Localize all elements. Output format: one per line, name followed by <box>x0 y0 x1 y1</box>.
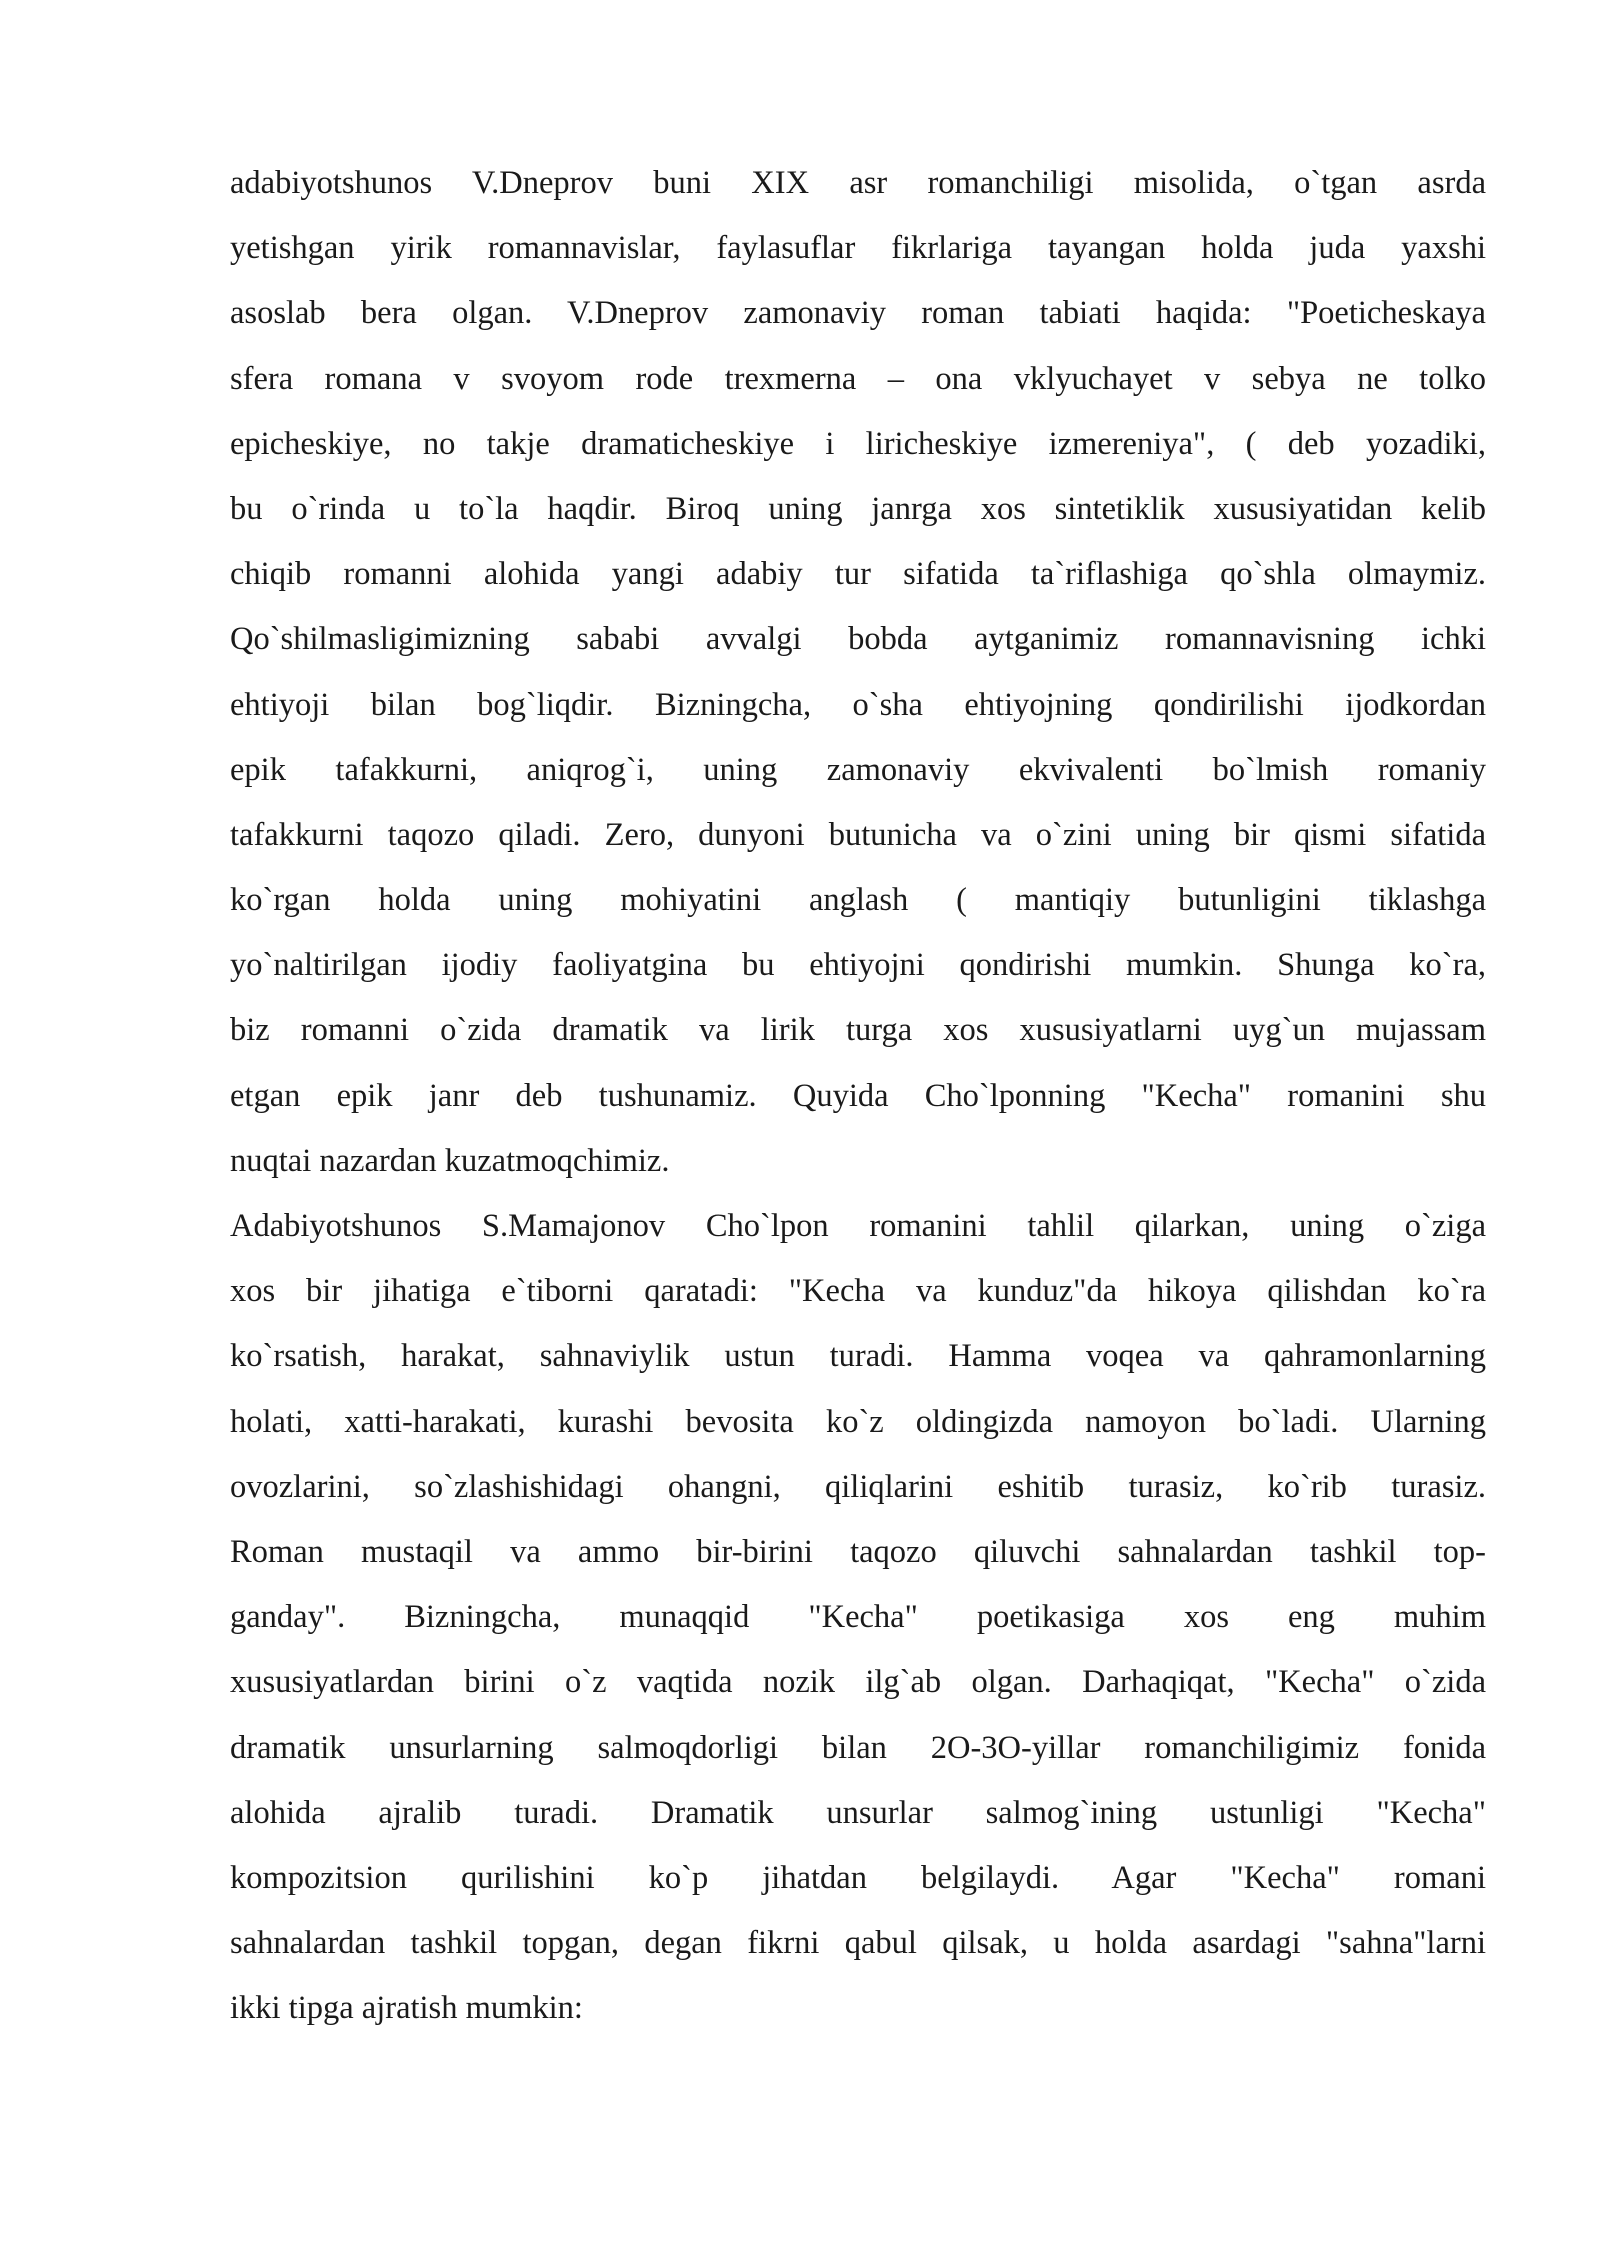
body-text <box>230 151 1486 2041</box>
text-line: dramatik unsurlarning salmoqdorligi bilan 2O-3O-yillar romanchiligimiz fonida <box>230 1729 1486 1766</box>
text-line: sahnalardan tashkil topgan, degan fikrni qabul qilsak, u holda asardagi "sahna"larni <box>230 1925 1486 1962</box>
text-line: sfera romana v svoyom rode trexmerna – ona vklyuchayet v sebya ne tolko <box>230 360 1486 397</box>
text-line: xos bir jihatiga e`tiborni qaratadi: "Kecha va kunduz"da hikoya qilishdan ko`ra <box>230 1273 1486 1310</box>
text-line: adabiyotshunos V.Dneprov buni XIX asr romanchiligi misolida, o`tgan asrda <box>230 165 1486 201</box>
text-line: yetishgan yirik romannavislar, faylasuflar fikrlariga tayangan holda juda yaxshi <box>230 230 1486 267</box>
text-line: kompozitsion qurilishini ko`p jihatdan belgilaydi. Agar "Kecha" romani <box>230 1859 1486 1896</box>
text-line: yo`naltirilgan ijodiy faoliyatgina bu ehtiyojni qondirishi mumkin. Shunga ko`ra, <box>230 947 1486 984</box>
text-line: ganday". Bizningcha, munaqqid "Kecha" poetikasiga xos eng muhim <box>230 1599 1486 1636</box>
text-line: ikki tipga ajratish mumkin: <box>230 1990 583 2027</box>
text-line: Qo`shilmasligimizning sababi avvalgi bobda aytganimiz romannavisning ichki <box>230 621 1486 658</box>
paragraph-2 <box>230 1194 1486 2041</box>
text-line: biz romanni o`zida dramatik va lirik turga xos xususiyatlarni uyg`un mujassam <box>230 1012 1486 1049</box>
text-line: epicheskiye, no takje dramaticheskiye i liricheskiye izmereniya", ( deb yozadiki, <box>230 425 1486 462</box>
text-line: tafakkurni taqozo qiladi. Zero, dunyoni butunicha va o`zini uning bir qismi sifatida <box>230 816 1486 853</box>
text-line: epik tafakkurni, aniqrog`i, uning zamonaviy ekvivalenti bo`lmish romaniy <box>230 751 1486 788</box>
text-line: xususiyatlardan birini o`z vaqtida nozik ilg`ab olgan. Darhaqiqat, "Kecha" o`zida <box>230 1664 1486 1701</box>
text-line: bu o`rinda u to`la haqdir. Biroq uning janrga xos sintetiklik xususiyatidan kelib <box>230 490 1486 527</box>
text-line: Roman mustaqil va ammo bir-birini taqozo qiluvchi sahnalardan tashkil top- <box>230 1533 1486 1570</box>
paragraph-1 <box>230 151 1486 1194</box>
text-line: chiqib romanni alohida yangi adabiy tur sifatida ta`riflashiga qo`shla olmaymiz. <box>230 556 1486 593</box>
text-line: etgan epik janr deb tushunamiz. Quyida Cho`lponning "Kecha" romanini shu <box>230 1077 1486 1114</box>
text-line: Adabiyotshunos S.Mamajonov Cho`lpon romanini tahlil qilarkan, uning o`ziga <box>230 1208 1486 1244</box>
text-line: holati, xatti-harakati, kurashi bevosita ko`z oldingizda namoyon bo`ladi. Ularning <box>230 1403 1486 1440</box>
text-line: alohida ajralib turadi. Dramatik unsurlar salmog`ining ustunligi "Kecha" <box>230 1794 1486 1831</box>
text-line: ko`rsatish, harakat, sahnaviylik ustun turadi. Hamma voqea va qahramonlarning <box>230 1338 1486 1375</box>
text-line: nuqtai nazardan kuzatmoqchimiz. <box>230 1142 670 1179</box>
text-line: ko`rgan holda uning mohiyatini anglash ( mantiqiy butunligini tiklashga <box>230 882 1486 919</box>
text-line: ehtiyoji bilan bog`liqdir. Bizningcha, o`sha ehtiyojning qondirilishi ijodkordan <box>230 686 1486 723</box>
text-line: asoslab bera olgan. V.Dneprov zamonaviy roman tabiati haqida: "Poeticheskaya <box>230 295 1486 332</box>
text-line: ovozlarini, so`zlashishidagi ohangni, qiliqlarini eshitib turasiz, ko`rib turasiz. <box>230 1468 1486 1505</box>
